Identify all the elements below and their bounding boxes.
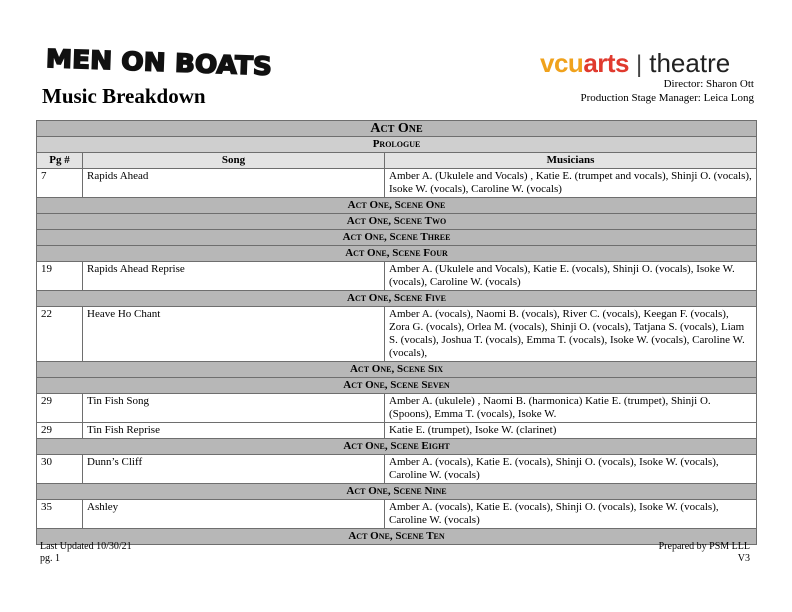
credits	[580, 77, 754, 105]
scene-title: Act One, Scene Five	[37, 291, 757, 307]
musicians-cell: Amber A. (Ukulele and Vocals), Katie E. (vocals), Shinji O. (vocals), Isoke W. (vocals), Caroline W. (vocals)	[385, 262, 757, 291]
song-row	[37, 500, 757, 529]
song-cell: Tin Fish Song	[83, 394, 385, 423]
page-number-cell: 29	[37, 423, 83, 439]
song-row	[37, 423, 757, 439]
brand-arts: arts	[583, 48, 630, 78]
scene-row	[37, 362, 757, 378]
musicians-cell: Amber A. (vocals), Katie E. (vocals), Shinji O. (vocals), Isoke W. (vocals), Caroline W. (vocals)	[385, 455, 757, 484]
page-title: Music Breakdown	[42, 84, 206, 108]
song-row	[37, 455, 757, 484]
brand-dept: theatre	[649, 48, 731, 78]
scene-title: Act One, Scene Seven	[37, 378, 757, 394]
scene-title: Act One, Scene Six	[37, 362, 757, 378]
column-header-musicians: Musicians	[385, 153, 757, 169]
musicians-cell: Amber A. (ukulele) , Naomi B. (harmonica) Katie E. (trumpet), Shinji O. (Spoons), Emma T. (vocals), Isoke W.	[385, 394, 757, 423]
page-number: pg. 1	[40, 553, 60, 564]
music-breakdown-table	[36, 120, 757, 545]
scene-row	[37, 291, 757, 307]
brand-separator: |	[636, 51, 643, 78]
section-header-row	[37, 137, 757, 153]
scene-row	[37, 439, 757, 455]
musicians-cell: Amber A. (vocals), Katie E. (vocals), Shinji O. (vocals), Isoke W. (vocals), Caroline W. (vocals)	[385, 500, 757, 529]
column-header-row	[37, 153, 757, 169]
scene-row	[37, 230, 757, 246]
scene-row	[37, 484, 757, 500]
song-cell: Ashley	[83, 500, 385, 529]
song-cell: Dunn’s Cliff	[83, 455, 385, 484]
scene-row	[37, 529, 757, 545]
footer-left	[40, 541, 132, 565]
page-number-cell: 35	[37, 500, 83, 529]
scene-title: Act One, Scene One	[37, 198, 757, 214]
vcuarts-theatre-logo	[540, 48, 730, 78]
scene-title: Act One, Scene Eight	[37, 439, 757, 455]
song-row	[37, 307, 757, 362]
prepared-by: Prepared by PSM LLL	[658, 541, 750, 552]
column-header-page: Pg #	[37, 153, 83, 169]
scene-row	[37, 198, 757, 214]
psm-credit: Production Stage Manager: Leica Long	[580, 92, 754, 104]
footer-right	[659, 541, 750, 565]
act-title: Act One	[37, 121, 757, 137]
version: V3	[737, 553, 750, 564]
brand-vcu: vcu	[540, 48, 584, 78]
director-credit: Director: Sharon Ott	[663, 78, 754, 90]
song-row	[37, 394, 757, 423]
page-number-cell: 7	[37, 169, 83, 198]
musicians-cell: Amber A. (Ukulele and Vocals) , Katie E. (trumpet and vocals), Shinji O. (vocals), Isoke W. (vocals), Caroline W. (vocals)	[385, 169, 757, 198]
musicians-cell: Katie E. (trumpet), Isoke W. (clarinet)	[385, 423, 757, 439]
scene-row	[37, 246, 757, 262]
song-row	[37, 262, 757, 291]
scene-title: Act One, Scene Four	[37, 246, 757, 262]
scene-title: Act One, Scene Ten	[37, 529, 757, 545]
page-number-cell: 30	[37, 455, 83, 484]
page-number-cell: 19	[37, 262, 83, 291]
scene-row	[37, 214, 757, 230]
scene-title: Act One, Scene Three	[37, 230, 757, 246]
page-number-cell: 22	[37, 307, 83, 362]
song-cell: Tin Fish Reprise	[83, 423, 385, 439]
song-cell: Rapids Ahead	[83, 169, 385, 198]
act-header-row	[37, 121, 757, 137]
scene-row	[37, 378, 757, 394]
column-header-song: Song	[83, 153, 385, 169]
song-cell: Rapids Ahead Reprise	[83, 262, 385, 291]
show-logo	[44, 40, 276, 80]
last-updated: Last Updated 10/30/21	[40, 541, 132, 552]
song-row	[37, 169, 757, 198]
section-title: Prologue	[37, 137, 757, 153]
scene-title: Act One, Scene Nine	[37, 484, 757, 500]
musicians-cell: Amber A. (vocals), Naomi B. (vocals), River C. (vocals), Keegan F. (vocals), Zora G. (vocals), Orlea M. (vocals), Shinji O. (vocals), Tatjana S. (vocals), Liam S. (vocals), Joshua T. (vocals), Emma T. (vocals), Isoke W. (vocals), Caroline W. (vocals),	[385, 307, 757, 362]
scene-title: Act One, Scene Two	[37, 214, 757, 230]
page-number-cell: 29	[37, 394, 83, 423]
song-cell: Heave Ho Chant	[83, 307, 385, 362]
logo-text: MEN ON BOATS	[45, 44, 261, 80]
